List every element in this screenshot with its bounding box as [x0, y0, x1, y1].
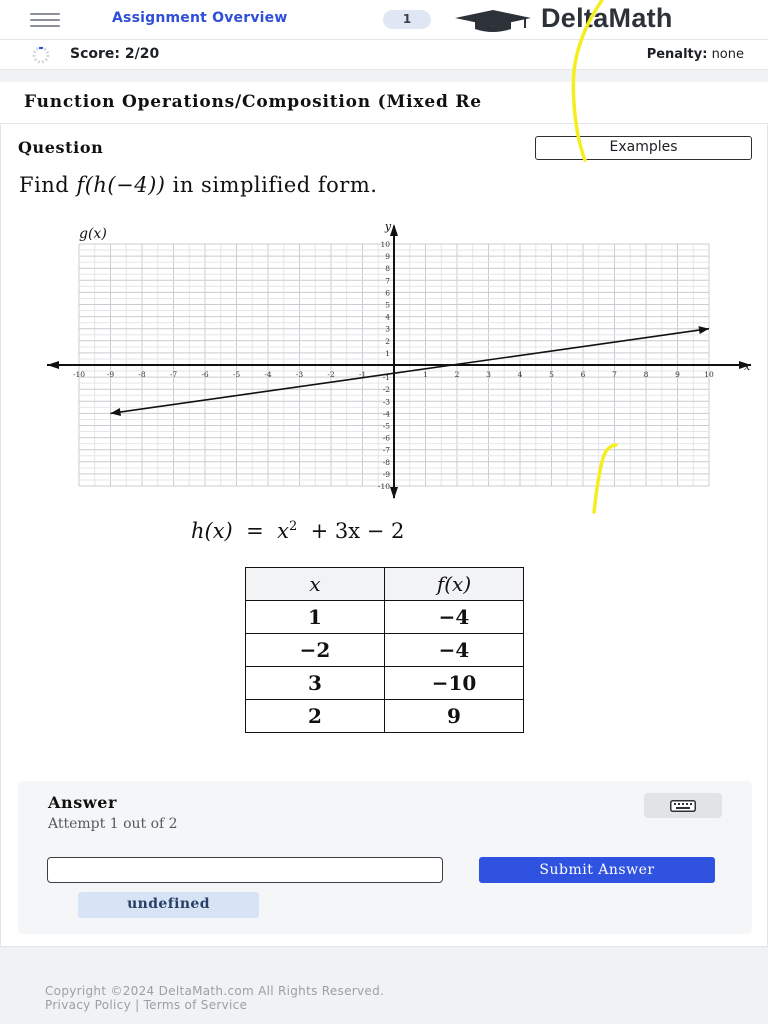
f-table	[245, 567, 524, 733]
x-tick-label: 3	[486, 370, 491, 379]
problem-title-bar	[0, 82, 768, 124]
table-row	[246, 700, 524, 733]
table-cell-fx: −4	[385, 601, 524, 634]
table-cell-x: 3	[246, 667, 385, 700]
table-cell-fx: −10	[385, 667, 524, 700]
x-tick-label: -10	[72, 370, 86, 379]
table-cell-x: 1	[246, 601, 385, 634]
table-header-fx: f(x)	[385, 568, 524, 601]
answer-input[interactable]	[47, 857, 443, 883]
x-tick-label: 6	[580, 370, 586, 379]
score-bar	[0, 40, 768, 70]
x-tick-label: 1	[423, 370, 428, 379]
attempt-counter: Attempt 1 out of 2	[48, 816, 178, 832]
x-axis-arrow-left	[47, 361, 59, 369]
table-cell-fx: −4	[385, 634, 524, 667]
x-tick-label: 10	[704, 370, 714, 379]
penalty-text: Penalty: none	[646, 47, 744, 62]
x-tick-label: -7	[169, 370, 178, 379]
x-axis-label: x	[744, 360, 751, 373]
footer: Copyright ©2024 DeltaMath.com All Rights Reserved. Privacy Policy | Terms of Service	[45, 984, 385, 1012]
y-tick-label: -10	[377, 482, 390, 491]
y-tick-label: 4	[385, 312, 390, 322]
y-tick-label: -7	[382, 445, 390, 455]
y-tick-label: 5	[385, 300, 390, 310]
table-cell-x: 2	[246, 700, 385, 733]
y-tick-label: -5	[382, 421, 390, 431]
y-tick-label: 2	[385, 336, 390, 346]
y-tick-label: -2	[382, 385, 390, 395]
composition-expression: f(h(−4))	[76, 173, 166, 197]
answer-panel	[18, 781, 752, 934]
y-axis-arrow-top	[390, 224, 398, 236]
table-row	[246, 634, 524, 667]
h-function-definition: $h(x) = x^2 + 3x - 2$	[191, 519, 405, 543]
question-card	[0, 124, 768, 947]
y-tick-label: 6	[385, 288, 390, 298]
problem-title: Function Operations/Composition (Mixed Re	[24, 92, 482, 112]
x-tick-label: -2	[327, 370, 335, 379]
x-tick-label: 5	[549, 370, 554, 379]
table-cell-fx: 9	[385, 700, 524, 733]
x-tick-label: 9	[675, 370, 680, 379]
x-tick-label: -5	[232, 370, 241, 379]
x-tick-label: 2	[454, 370, 460, 379]
answer-preview: undefined	[78, 892, 259, 918]
y-tick-label: 7	[385, 276, 390, 286]
y-tick-label: -8	[382, 457, 390, 467]
table-row	[246, 601, 524, 634]
privacy-policy-link[interactable]: Privacy Policy	[45, 998, 131, 1012]
y-axis-label: y	[384, 220, 392, 233]
y-tick-label: 8	[385, 264, 390, 274]
table-header-row	[246, 568, 524, 601]
top-bar	[0, 0, 768, 40]
x-tick-label: 8	[643, 370, 649, 379]
question-prompt: Find f(h(−4)) in simplified form.	[19, 173, 378, 197]
question-label: Question	[18, 138, 104, 157]
deltamath-logo[interactable]: DeltaMath	[541, 3, 673, 33]
y-tick-label: -3	[382, 397, 390, 407]
y-tick-label: -4	[382, 409, 390, 419]
score-text: Score: 2/20	[70, 46, 160, 62]
copyright-text: Copyright ©2024 DeltaMath.com All Rights Reserved.	[45, 984, 385, 998]
y-axis-arrow-bottom	[390, 487, 398, 499]
y-tick-label: -9	[382, 469, 390, 479]
y-tick-label: -1	[382, 373, 390, 383]
examples-button[interactable]: Examples	[535, 136, 752, 160]
table-row	[246, 667, 524, 700]
x-tick-label: -4	[264, 370, 272, 379]
keyboard-icon	[670, 800, 696, 812]
y-tick-label: 3	[385, 324, 390, 334]
g-graph	[41, 220, 751, 500]
x-tick-label: -3	[295, 370, 304, 379]
line-arrow-end	[699, 326, 709, 334]
terms-of-service-link[interactable]: Terms of Service	[143, 998, 248, 1012]
function-label: g(x)	[79, 226, 107, 242]
assignment-count-badge: 1	[383, 10, 431, 29]
submit-answer-button[interactable]: Submit Answer	[479, 857, 715, 883]
x-tick-label: 7	[612, 370, 617, 379]
x-tick-label: -6	[201, 370, 209, 379]
table-cell-x: −2	[246, 634, 385, 667]
assignment-overview-link[interactable]: Assignment Overview	[112, 10, 288, 26]
answer-label: Answer	[48, 793, 118, 812]
table-header-x: x	[246, 568, 385, 601]
x-tick-label: -1	[358, 370, 367, 379]
x-tick-label: -9	[106, 370, 115, 379]
y-tick-label: 9	[385, 252, 390, 262]
graduation-cap-icon	[453, 8, 533, 32]
keyboard-toggle-button[interactable]	[644, 793, 722, 818]
x-tick-label: 4	[517, 370, 523, 379]
y-tick-label: 10	[380, 240, 390, 249]
menu-icon[interactable]	[30, 12, 60, 28]
line-arrow-start	[111, 408, 121, 416]
y-tick-label: 1	[385, 348, 390, 358]
x-tick-label: -8	[138, 370, 146, 379]
y-tick-label: -6	[382, 433, 390, 443]
loading-spinner-icon	[22, 46, 60, 64]
